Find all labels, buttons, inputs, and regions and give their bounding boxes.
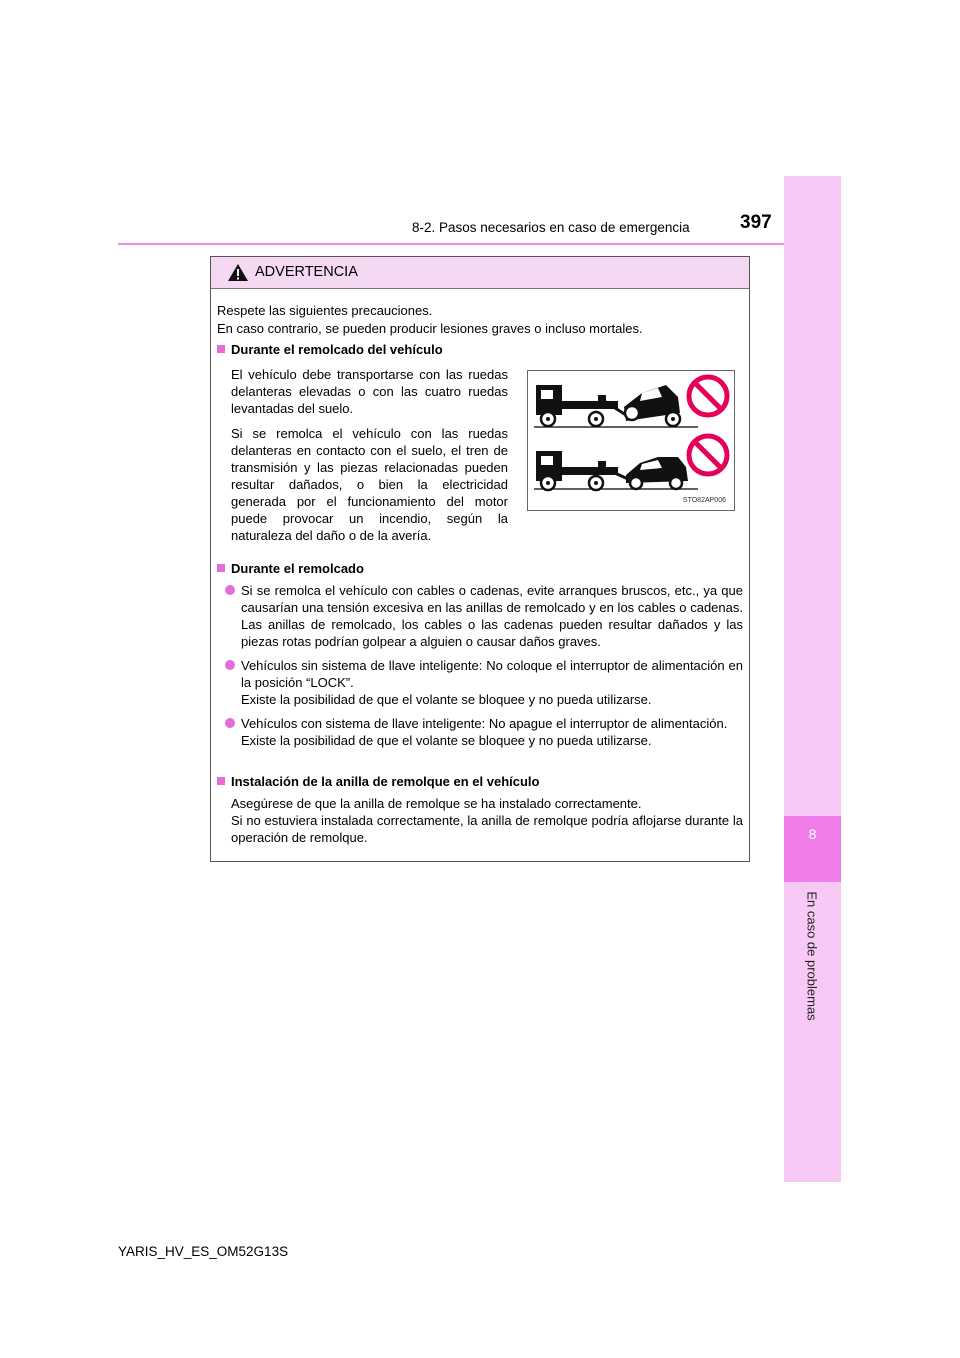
damage-paragraph: Si se remolca el vehículo con las ruedas delanteras en contacto con el suelo, el tren de transmisión y las piezas relacionadas pueden resultar dañados, o bien la electricidad generada por el funcionamiento del motor puede provocar un incendio, según la naturaleza del daño o de la avería. xyxy=(231,426,508,543)
section-heading-tow-hook xyxy=(217,774,539,789)
tow-hook-paragraph xyxy=(231,795,743,846)
warning-header xyxy=(211,257,749,289)
tow-hook-line-2: Si no estuviera instalada correctamente, la anilla de remolque podría aflojarse durante la operación de remolque. xyxy=(231,813,743,845)
bullet-item xyxy=(225,657,743,708)
document-code: YARIS_HV_ES_OM52G13S xyxy=(118,1244,289,1259)
square-bullet-icon xyxy=(217,564,225,572)
section-heading-text: Instalación de la anilla de remolque en el vehículo xyxy=(231,774,540,789)
bullet-text: Vehículos con sistema de llave inteligente: No apague el interruptor de alimentación. xyxy=(241,716,728,731)
bullet-dot-icon xyxy=(225,585,235,595)
bullet-item xyxy=(225,582,743,650)
bullet-note: Existe la posibilidad de que el volante se bloquee y no pueda utilizarse. xyxy=(241,733,652,748)
tow-hook-line-1: Asegúrese de que la anilla de remolque se ha instalado correctamente. xyxy=(231,796,642,811)
bullet-dot-icon xyxy=(225,718,235,728)
warning-box xyxy=(210,256,750,862)
intro-line-2: En caso contrario, se pueden producir lesiones graves o incluso mortales. xyxy=(217,321,643,336)
transport-paragraph: El vehículo debe transportarse con las ruedas delanteras elevadas o con las cuatro ruedas levantadas del suelo. xyxy=(231,367,508,416)
section-heading-towing-vehicle xyxy=(217,342,443,357)
towing-illustration xyxy=(527,370,735,511)
section-title: 8-2. Pasos necesarios en caso de emergencia xyxy=(412,220,690,235)
section-heading-text: Durante el remolcado xyxy=(231,561,364,576)
illustration-code: STO82AP006 xyxy=(682,497,726,504)
square-bullet-icon xyxy=(217,345,225,353)
chapter-number: 8 xyxy=(808,826,817,842)
bullet-text: Vehículos sin sistema de llave inteligente: No coloque el interruptor de alimentación en la posición “LOCK”. xyxy=(241,658,743,690)
section-heading-text: Durante el remolcado del vehículo xyxy=(231,342,443,357)
intro-line-1: Respete las siguientes precauciones. xyxy=(217,303,433,318)
warning-title: ADVERTENCIA xyxy=(255,264,358,280)
chapter-sidebar xyxy=(784,176,841,816)
header-rule xyxy=(118,243,784,245)
bullet-note: Existe la posibilidad de que el volante se bloquee y no pueda utilizarse. xyxy=(241,692,652,707)
section-heading-towing xyxy=(217,561,364,576)
warning-intro xyxy=(217,302,742,338)
tow-truck-prohibited-illustration xyxy=(528,371,734,510)
page-number: 397 xyxy=(740,212,772,233)
warning-triangle-icon xyxy=(227,263,249,282)
bullet-item xyxy=(225,715,743,749)
bullet-text: Si se remolca el vehículo con cables o cadenas, evite arranques bruscos, etc., ya que causarían una tensión excesiva en las anillas de remolcado y en los cables o cadenas. Las anillas de remolcado, los cables o las cadenas pueden resultar dañados y las piezas rotas podrían golpear a alguien o causar daños graves. xyxy=(241,583,743,649)
square-bullet-icon xyxy=(217,777,225,785)
chapter-title: En caso de problemas xyxy=(804,891,820,1021)
bullet-dot-icon xyxy=(225,660,235,670)
